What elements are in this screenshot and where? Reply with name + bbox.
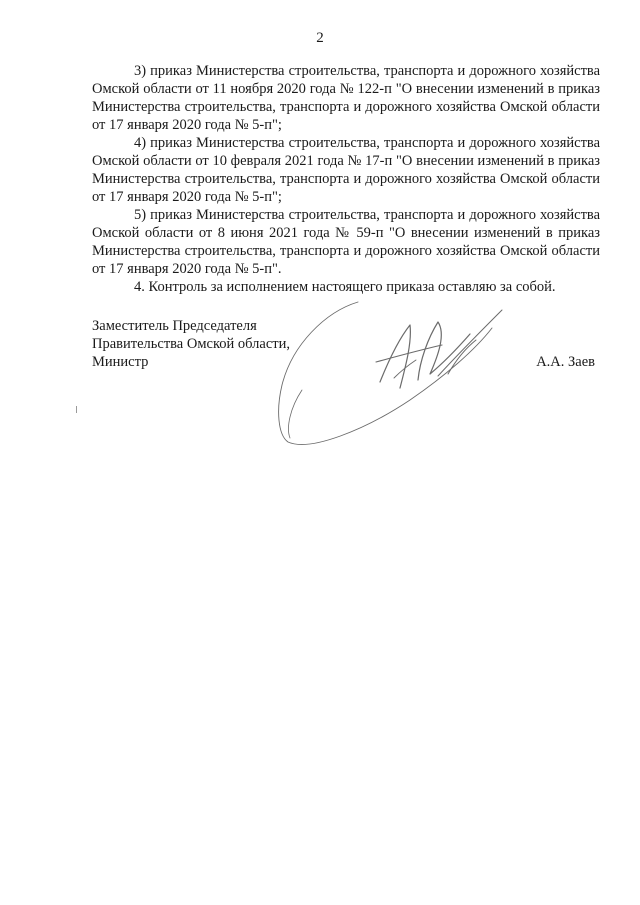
- list-item: 3) приказ Министерства строительства, транспорта и дорожного хозяйства Омской области от 11 ноября 2020 года № 122-п "О внесении изменений в приказ Министерства строительства, транспорта и дорожного хозяйства Омской области от 17 января 2020 года № 5-п";: [92, 63, 600, 133]
- list-item: 5) приказ Министерства строительства, транспорта и дорожного хозяйства Омской области от 8 июня 2021 года № 59-п "О внесении изменений в приказ Министерства строительства, транспорта и дорожного хозяйства Омской области от 17 января 2020 года № 5-п".: [92, 207, 600, 277]
- document-body: [92, 62, 600, 296]
- list-item: 4. Контроль за исполнением настоящего приказа оставляю за собой.: [134, 279, 556, 295]
- signer-name: А.А. Заев: [536, 354, 595, 370]
- scan-artifact: [76, 406, 77, 413]
- handwritten-signature-icon: [270, 290, 530, 450]
- signer-title-line: Заместитель Председателя: [92, 318, 257, 334]
- signer-title-line: Правительства Омской области,: [92, 336, 290, 352]
- list-item: 4) приказ Министерства строительства, транспорта и дорожного хозяйства Омской области от 10 февраля 2021 года № 17-п "О внесении изменений в приказ Министерства строительства, транспорта и дорожного хозяйства Омской области от 17 января 2020 года № 5-п";: [92, 135, 600, 205]
- signer-title-line: Министр: [92, 354, 149, 370]
- page-number: 2: [316, 30, 324, 46]
